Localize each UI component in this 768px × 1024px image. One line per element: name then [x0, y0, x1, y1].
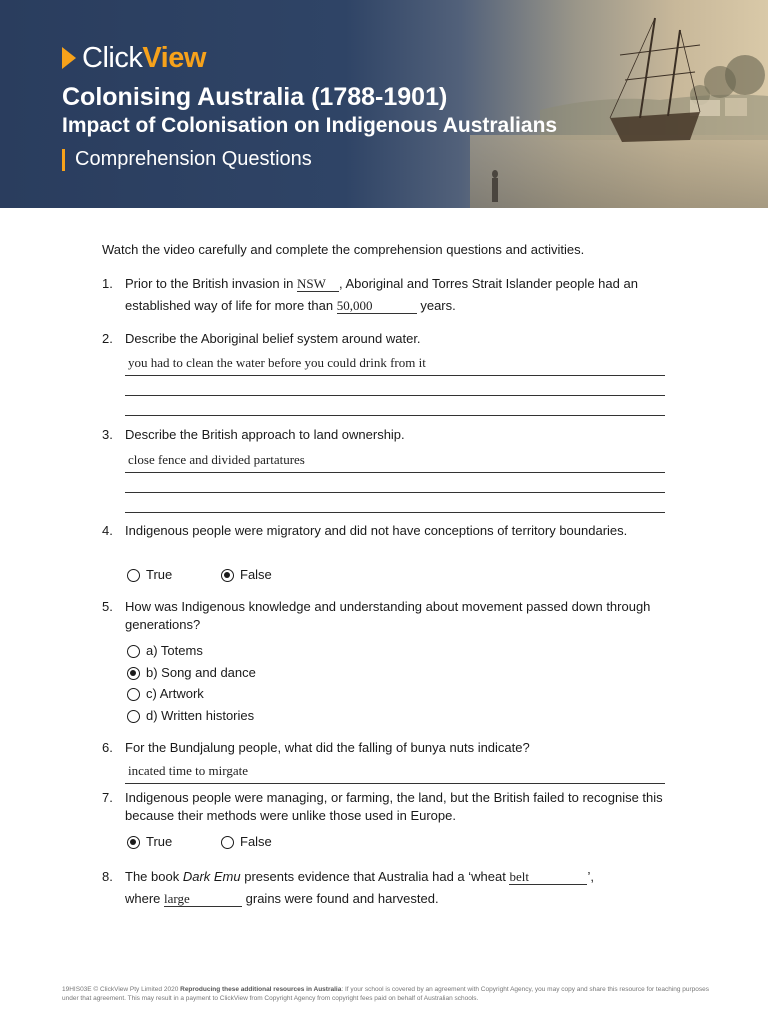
question-2 — [102, 330, 667, 420]
option-label: a) Totems — [146, 643, 203, 658]
option-label: c) Artwork — [146, 686, 204, 701]
radio-button[interactable] — [221, 836, 234, 849]
question-8 — [102, 868, 667, 912]
question-text — [125, 866, 667, 910]
q8-text-part4: where — [125, 891, 165, 906]
q1-text-part2: , Aboriginal and Torres Strait Islander people had an established way of life for more than — [125, 276, 638, 313]
q7-option-true[interactable] — [127, 833, 172, 851]
answer-line[interactable] — [125, 396, 665, 416]
question-number: 4. — [102, 523, 113, 538]
accent-bar — [62, 149, 65, 171]
footer-text: : If your school is covered by an agreement with Copyright Agency, you may copy and share this resource for teaching purposes under that agreement. This may result in a payment to ClickView from Copyright Agency from copyright fees paid on behalf of Australian schools. — [62, 986, 710, 1002]
answer-line[interactable] — [125, 356, 665, 376]
question-4 — [102, 522, 667, 586]
q2-answer: you had to clean the water before you could drink from it — [128, 355, 426, 370]
radio-button[interactable] — [127, 710, 140, 723]
footer-bold: Reproducing these additional resources in Australia — [180, 986, 342, 993]
q5-option-c[interactable] — [127, 685, 204, 703]
radio-button[interactable] — [127, 569, 140, 582]
answer-line[interactable] — [125, 473, 665, 493]
question-text: Describe the Aboriginal belief system around water. — [125, 331, 421, 346]
q5-option-d[interactable] — [127, 707, 254, 725]
answer-line[interactable] — [125, 453, 665, 473]
question-6 — [102, 739, 667, 785]
q4-option-false[interactable] — [221, 566, 272, 584]
question-number: 8. — [102, 869, 113, 884]
question-7 — [102, 789, 667, 853]
book-title: Dark Emu — [182, 869, 241, 884]
option-label: b) Song and dance — [146, 665, 256, 680]
page-title: Colonising Australia (1788-1901) — [62, 83, 448, 111]
answer-line[interactable] — [125, 493, 665, 513]
header-banner — [0, 0, 768, 208]
question-number: 7. — [102, 790, 113, 805]
question-text: Indigenous people were migratory and did not have conceptions of territory boundaries. — [125, 523, 628, 538]
question-number: 5. — [102, 599, 113, 614]
q4-option-true[interactable] — [127, 566, 172, 584]
option-label: False — [240, 567, 272, 582]
q5-option-a[interactable] — [127, 642, 203, 660]
section-heading-text: Comprehension Questions — [75, 148, 312, 170]
q1-answer-1[interactable]: NSW — [297, 276, 339, 292]
question-1 — [102, 275, 667, 315]
q8-text-part1: The book — [125, 869, 183, 884]
answer-line[interactable] — [125, 764, 665, 784]
page-subtitle: Impact of Colonisation on Indigenous Australians — [62, 114, 558, 137]
question-text: Indigenous people were managing, or farming, the land, but the British failed to recognise this because their methods were unlike those used in Europe. — [125, 790, 663, 823]
option-label: d) Written histories — [146, 708, 255, 723]
question-number: 3. — [102, 427, 113, 442]
q8-answer-1[interactable]: belt — [509, 869, 587, 885]
q8-answer-2[interactable]: large — [164, 891, 242, 907]
copyright-footer — [62, 985, 712, 1003]
q1-text-part3: years. — [416, 298, 456, 313]
question-text — [125, 273, 667, 317]
question-3 — [102, 426, 667, 516]
q3-answer: close fence and divided partatures — [128, 452, 305, 467]
question-text: For the Bundjalung people, what did the falling of bunya nuts indicate? — [125, 740, 530, 755]
radio-button-selected[interactable] — [221, 569, 234, 582]
question-text: Describe the British approach to land ownership. — [125, 427, 405, 442]
clickview-logo — [62, 42, 206, 74]
question-5 — [102, 598, 667, 724]
q7-option-false[interactable] — [221, 833, 272, 851]
logo-click-text: Click — [82, 41, 143, 74]
logo-view-text: View — [142, 41, 206, 74]
radio-button[interactable] — [127, 645, 140, 658]
question-text: How was Indigenous knowledge and understanding about movement passed down through generations? — [125, 599, 651, 632]
question-number: 6. — [102, 740, 113, 755]
instructions: Watch the video carefully and complete the comprehension questions and activities. — [102, 242, 585, 257]
option-label: True — [146, 834, 173, 849]
q6-answer: incated time to mirgate — [128, 763, 248, 778]
q8-text-part5: grains were found and harvested. — [242, 891, 439, 906]
radio-button-selected[interactable] — [127, 667, 140, 680]
section-heading — [62, 148, 312, 171]
option-label: False — [240, 834, 272, 849]
radio-button-selected[interactable] — [127, 836, 140, 849]
question-number: 1. — [102, 276, 113, 291]
q8-text-part3: ’, — [587, 869, 594, 884]
q5-option-b[interactable] — [127, 664, 256, 682]
answer-line[interactable] — [125, 376, 665, 396]
q1-text-part1: Prior to the British invasion in — [125, 276, 297, 291]
q1-answer-2[interactable]: 50,000 — [337, 298, 417, 314]
question-number: 2. — [102, 331, 113, 346]
radio-button[interactable] — [127, 688, 140, 701]
option-label: True — [146, 567, 173, 582]
footer-code: 19HIS03E © ClickView Pty Limited 2020 — [62, 986, 181, 993]
play-arrow-icon — [62, 47, 76, 69]
q8-text-part2: presents evidence that Australia had a ‘wheat — [240, 869, 510, 884]
